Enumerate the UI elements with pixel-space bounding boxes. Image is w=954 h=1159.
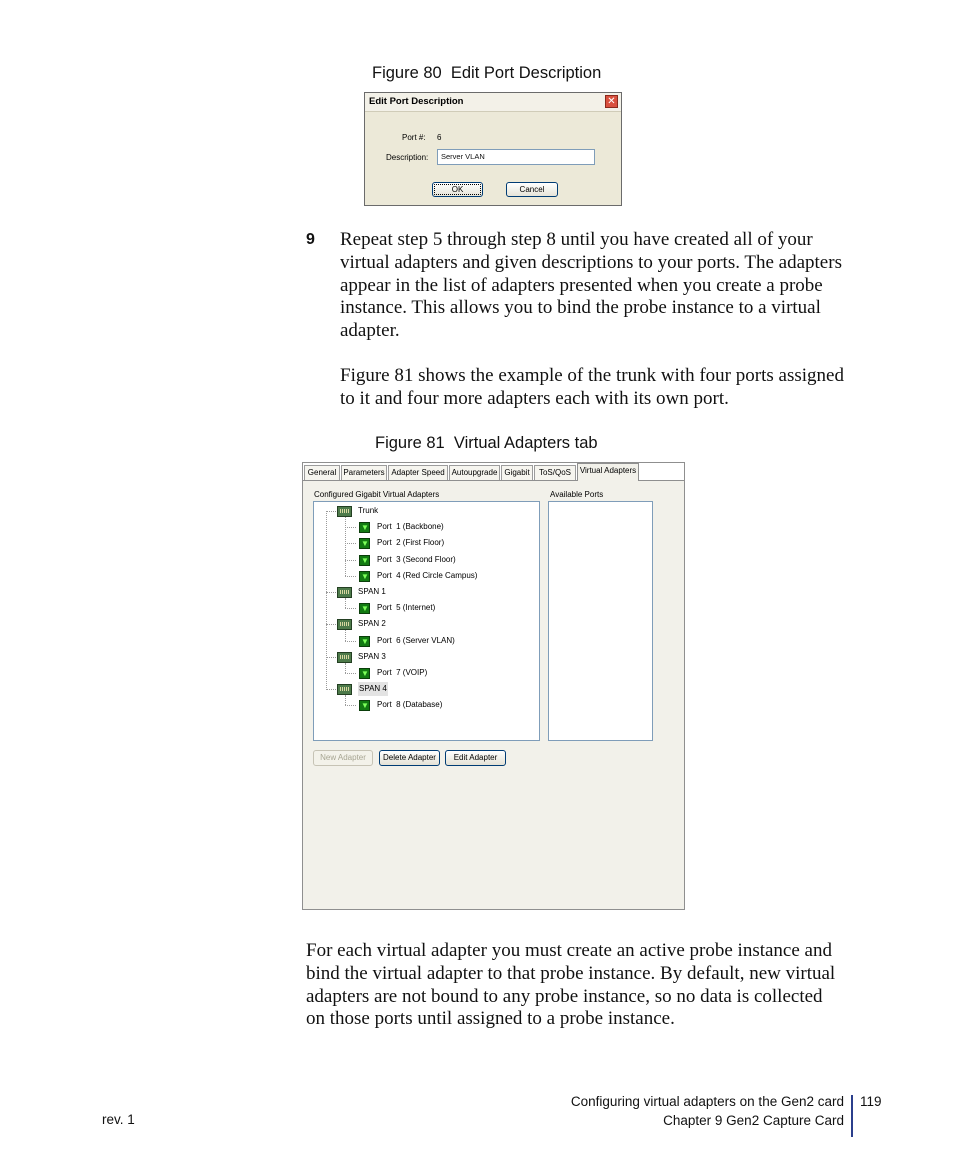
tab-autoupgrade[interactable]: Autoupgrade (449, 465, 500, 480)
tree-port-item[interactable] (314, 634, 534, 648)
tree-port-item[interactable] (314, 601, 534, 615)
tree-connector (345, 641, 356, 642)
adapter-tree[interactable] (313, 501, 540, 741)
cancel-button[interactable]: Cancel (506, 182, 558, 197)
available-ports-list[interactable] (548, 501, 653, 741)
tab-virtual-adapters[interactable]: Virtual Adapters (577, 463, 639, 481)
tree-connector (345, 630, 346, 640)
network-adapter-icon (337, 684, 352, 695)
tree-connector (345, 695, 346, 705)
tree-connector (345, 598, 346, 608)
tree-connector (326, 592, 336, 593)
tree-port-label: Port 2 (First Floor) (377, 538, 445, 548)
footer-chapter: Chapter 9 Gen2 Capture Card (663, 1113, 844, 1128)
port-icon (359, 636, 370, 647)
network-adapter-icon (337, 587, 352, 598)
step-9-paragraph-2-line: Figure 81 shows the example of the trunk with four ports assigned (340, 365, 844, 386)
closing-paragraph-line: bind the virtual adapter to that probe instance. By default, new virtual (306, 962, 836, 984)
tree-adapter-label: SPAN 2 (358, 619, 386, 629)
port-icon (359, 700, 370, 711)
step-9-paragraph-1-line: adapter. (340, 320, 400, 342)
step-9-paragraph-1 (340, 229, 900, 343)
tree-port-label: Port 3 (Second Floor) (377, 554, 456, 564)
tree-adapter-label: SPAN 4 (358, 682, 388, 696)
port-number-value: 6 (437, 133, 442, 142)
tab-strip (303, 463, 684, 481)
delete-adapter-button[interactable]: Delete Adapter (379, 750, 440, 766)
closing-paragraph (306, 940, 900, 1031)
tree-connector (326, 624, 336, 625)
port-icon (359, 571, 370, 582)
tree-port-item[interactable] (314, 520, 534, 534)
tree-port-item[interactable] (314, 536, 534, 550)
tab-tos-qos[interactable]: ToS/QoS (534, 465, 576, 480)
tree-port-label: Port 7 (VOIP) (377, 668, 428, 677)
tree-adapter-label: SPAN 3 (358, 651, 386, 661)
closing-paragraph-line: For each virtual adapter you must create an active probe instance and (306, 940, 832, 961)
figure-80-caption: Figure 80 Edit Port Description (372, 64, 602, 82)
tree-connector (345, 576, 356, 577)
tree-port-label: Port 6 (Server VLAN) (377, 635, 455, 645)
figure-81-caption: Figure 81 Virtual Adapters tab (375, 434, 598, 452)
tree-adapter-span-1[interactable] (314, 585, 534, 599)
tree-connector (326, 511, 336, 512)
tree-connector (345, 673, 356, 674)
virtual-adapters-panel (302, 462, 685, 910)
page-number: 119 (860, 1094, 882, 1109)
tree-connector (345, 543, 356, 544)
edit-adapter-button[interactable]: Edit Adapter (445, 750, 506, 766)
port-icon (359, 555, 370, 566)
tree-port-item[interactable] (314, 666, 534, 680)
footer-rev: rev. 1 (102, 1112, 135, 1127)
tree-port-label: Port 4 (Red Circle Campus) (377, 570, 478, 580)
port-icon (359, 668, 370, 679)
step-9-paragraph-2-line: to it and four more adapters each with its own port. (340, 387, 729, 409)
dialog-title: Edit Port Description (369, 96, 464, 107)
description-field[interactable]: Server VLAN (437, 149, 595, 165)
tab-general[interactable]: General (304, 465, 340, 480)
tree-adapter-trunk[interactable] (314, 504, 534, 518)
new-adapter-button[interactable]: New Adapter (313, 750, 373, 766)
footer-divider (851, 1095, 853, 1137)
closing-paragraph-line: adapters are not bound to any probe instance, so no data is collected (306, 985, 823, 1007)
tree-connector (345, 608, 356, 609)
tree-adapter-span-3[interactable] (314, 650, 534, 664)
tree-connector (326, 657, 336, 658)
tree-connector (345, 527, 356, 528)
network-adapter-icon (337, 506, 352, 517)
tree-port-label: Port 5 (Internet) (377, 603, 436, 613)
tree-connector (345, 560, 356, 561)
configured-adapters-label: Configured Gigabit Virtual Adapters (314, 490, 440, 499)
network-adapter-icon (337, 619, 352, 630)
available-ports-label: Available Ports (550, 490, 604, 499)
tree-connector (345, 705, 356, 706)
footer-section: Configuring virtual adapters on the Gen2 card (570, 1094, 844, 1109)
edit-port-description-dialog (364, 92, 622, 206)
tree-connector (345, 663, 346, 673)
closing-paragraph-line: on those ports until assigned to a probe instance. (306, 1008, 675, 1030)
tab-adapter-speed[interactable]: Adapter Speed (388, 465, 448, 480)
step-9-paragraph-2 (340, 365, 900, 411)
step-9-paragraph-1-line: instance. This allows you to bind the probe instance to a virtual (340, 297, 821, 319)
tree-port-item[interactable] (314, 698, 534, 712)
step-9-paragraph-1-line: appear in the list of adapters presented when you create a probe (340, 274, 823, 296)
tree-port-item[interactable] (314, 569, 534, 583)
tree-adapter-label: SPAN 1 (358, 587, 386, 596)
tree-connector (345, 517, 346, 576)
ok-button[interactable]: OK (432, 182, 483, 197)
tree-port-item[interactable] (314, 553, 534, 567)
tree-adapter-span-4[interactable] (314, 682, 534, 696)
network-adapter-icon (337, 652, 352, 663)
step-number: 9 (306, 231, 315, 248)
tab-parameters[interactable]: Parameters (341, 465, 387, 480)
tree-adapter-label: Trunk (358, 506, 379, 515)
step-9-paragraph-1-line: Repeat step 5 through step 8 until you have created all of your (340, 229, 813, 250)
dialog-title-bar (365, 93, 621, 112)
description-label: Description: (386, 153, 429, 162)
step-9-paragraph-1-line: virtual adapters and given descriptions to your ports. The adapters (340, 251, 842, 273)
tree-port-label: Port 8 (Database) (377, 700, 443, 710)
port-number-label: Port #: (402, 133, 426, 142)
tree-connector (326, 511, 327, 688)
port-icon (359, 522, 370, 533)
port-icon (359, 603, 370, 614)
tab-gigabit[interactable]: Gigabit (501, 465, 533, 480)
close-icon[interactable]: ✕ (605, 95, 618, 108)
tree-adapter-span-2[interactable] (314, 617, 534, 631)
tree-connector (326, 689, 336, 690)
port-icon (359, 538, 370, 549)
tree-port-label: Port 1 (Backbone) (377, 522, 444, 532)
